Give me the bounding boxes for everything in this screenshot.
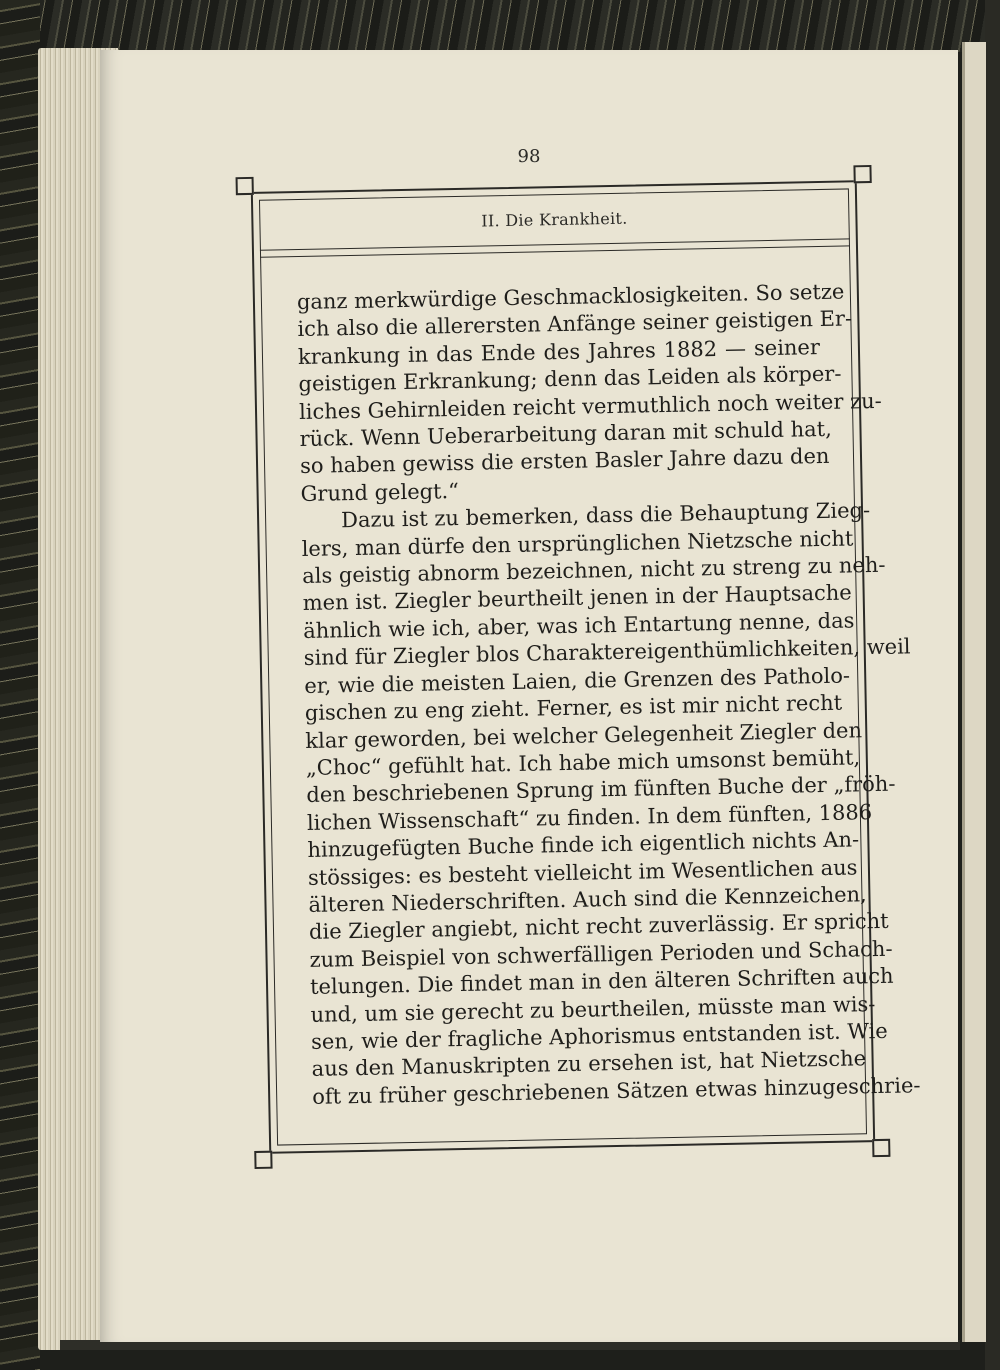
text-line: gischen zu eng zieht. Ferner, es ist mir nicht recht <box>304 690 843 726</box>
corner-square-icon <box>853 165 871 183</box>
text-line: men ist. Ziegler beurtheilt jenen in der Hauptsache <box>302 580 852 616</box>
book-cover-left <box>0 0 40 1370</box>
text-line: und, um sie gerecht zu beurtheilen, müsste man wis- <box>310 991 876 1027</box>
text-line: oft zu früher geschriebenen Sätzen etwas hinzugeschrie- <box>311 1072 921 1109</box>
text-line: krankung in das Ende des Jahres 1882 — seiner <box>297 334 821 369</box>
text-line: liches Gehirnleiden reicht vermuthlich noch weiter zu- <box>298 388 882 424</box>
text-line: ich also die allerersten Anfänge seiner geistigen Er- <box>297 306 853 342</box>
corner-square-icon <box>872 1139 890 1157</box>
corner-square-icon <box>254 1151 272 1169</box>
text-line: zum Beispiel von schwerfälligen Perioden und Schach- <box>309 936 893 972</box>
text-line: rück. Wenn Ueberarbeitung daran mit schuld hat, <box>299 416 832 452</box>
text-line: klar geworden, bei welcher Gelegenheit Ziegler den <box>305 717 863 753</box>
text-line: sen, wie der fragliche Aphorismus entstanden ist. Wie <box>310 1018 888 1054</box>
book-page <box>100 50 958 1342</box>
corner-square-icon <box>236 177 254 195</box>
text-line: telungen. Die findet man in den älteren Schriften auch <box>309 963 894 1000</box>
facing-page <box>962 42 986 1342</box>
page-number: 98 <box>517 146 541 167</box>
text-line: als geistig abnorm bezeichnen, nicht zu streng zu neh- <box>301 552 886 589</box>
running-head: II. Die Krankheit. <box>481 208 628 231</box>
body-text <box>296 279 921 1111</box>
ornamental-frame <box>251 180 921 1153</box>
text-line: den beschriebenen Sprung im fünften Buche der „fröh- <box>306 771 896 808</box>
text-line: geistigen Erkrankung; denn das Leiden als körper- <box>298 361 842 397</box>
text-line: aus den Manuskripten zu ersehen ist, hat Nietzsche <box>311 1046 867 1082</box>
text-line: „Choc“ gefühlt hat. Ich habe mich umsonst bemüht, <box>305 745 861 780</box>
text-line: hinzugefügten Buche finde ich eigentlich nichts An- <box>307 827 860 863</box>
text-line: ganz merkwürdige Geschmacklosigkeiten. So setze <box>296 279 845 315</box>
text-line: lers, man dürfe den ursprünglichen Nietzsche nicht <box>301 526 854 561</box>
text-line: stössiges: es besteht vielleicht im Wesentlichen aus <box>307 854 858 890</box>
text-line: die Ziegler angiebt, nicht recht zuverlässig. Er spricht <box>308 909 889 945</box>
text-line: ähnlich wie ich, aber, was ich Entartung nenne, das <box>303 608 855 643</box>
text-line: er, wie die meisten Laien, die Grenzen des Patholo- <box>304 663 851 698</box>
book-cover-right <box>985 0 1000 1370</box>
text-line: Dazu ist zu bemerken, dass die Behauptung Zieg- <box>340 498 871 533</box>
text-line: so haben gewiss die ersten Basler Jahre dazu den <box>299 444 830 479</box>
text-line: Grund gelegt.“ <box>300 478 460 506</box>
book-cover-top <box>0 0 1000 52</box>
text-line: älteren Niederschriften. Auch sind die Kennzeichen, <box>308 882 867 917</box>
text-line: lichen Wissenschaft“ zu finden. In dem fünften, 1886 <box>306 799 873 835</box>
text-line: sind für Ziegler blos Charaktereigenthümlichkeiten, weil <box>303 634 911 671</box>
